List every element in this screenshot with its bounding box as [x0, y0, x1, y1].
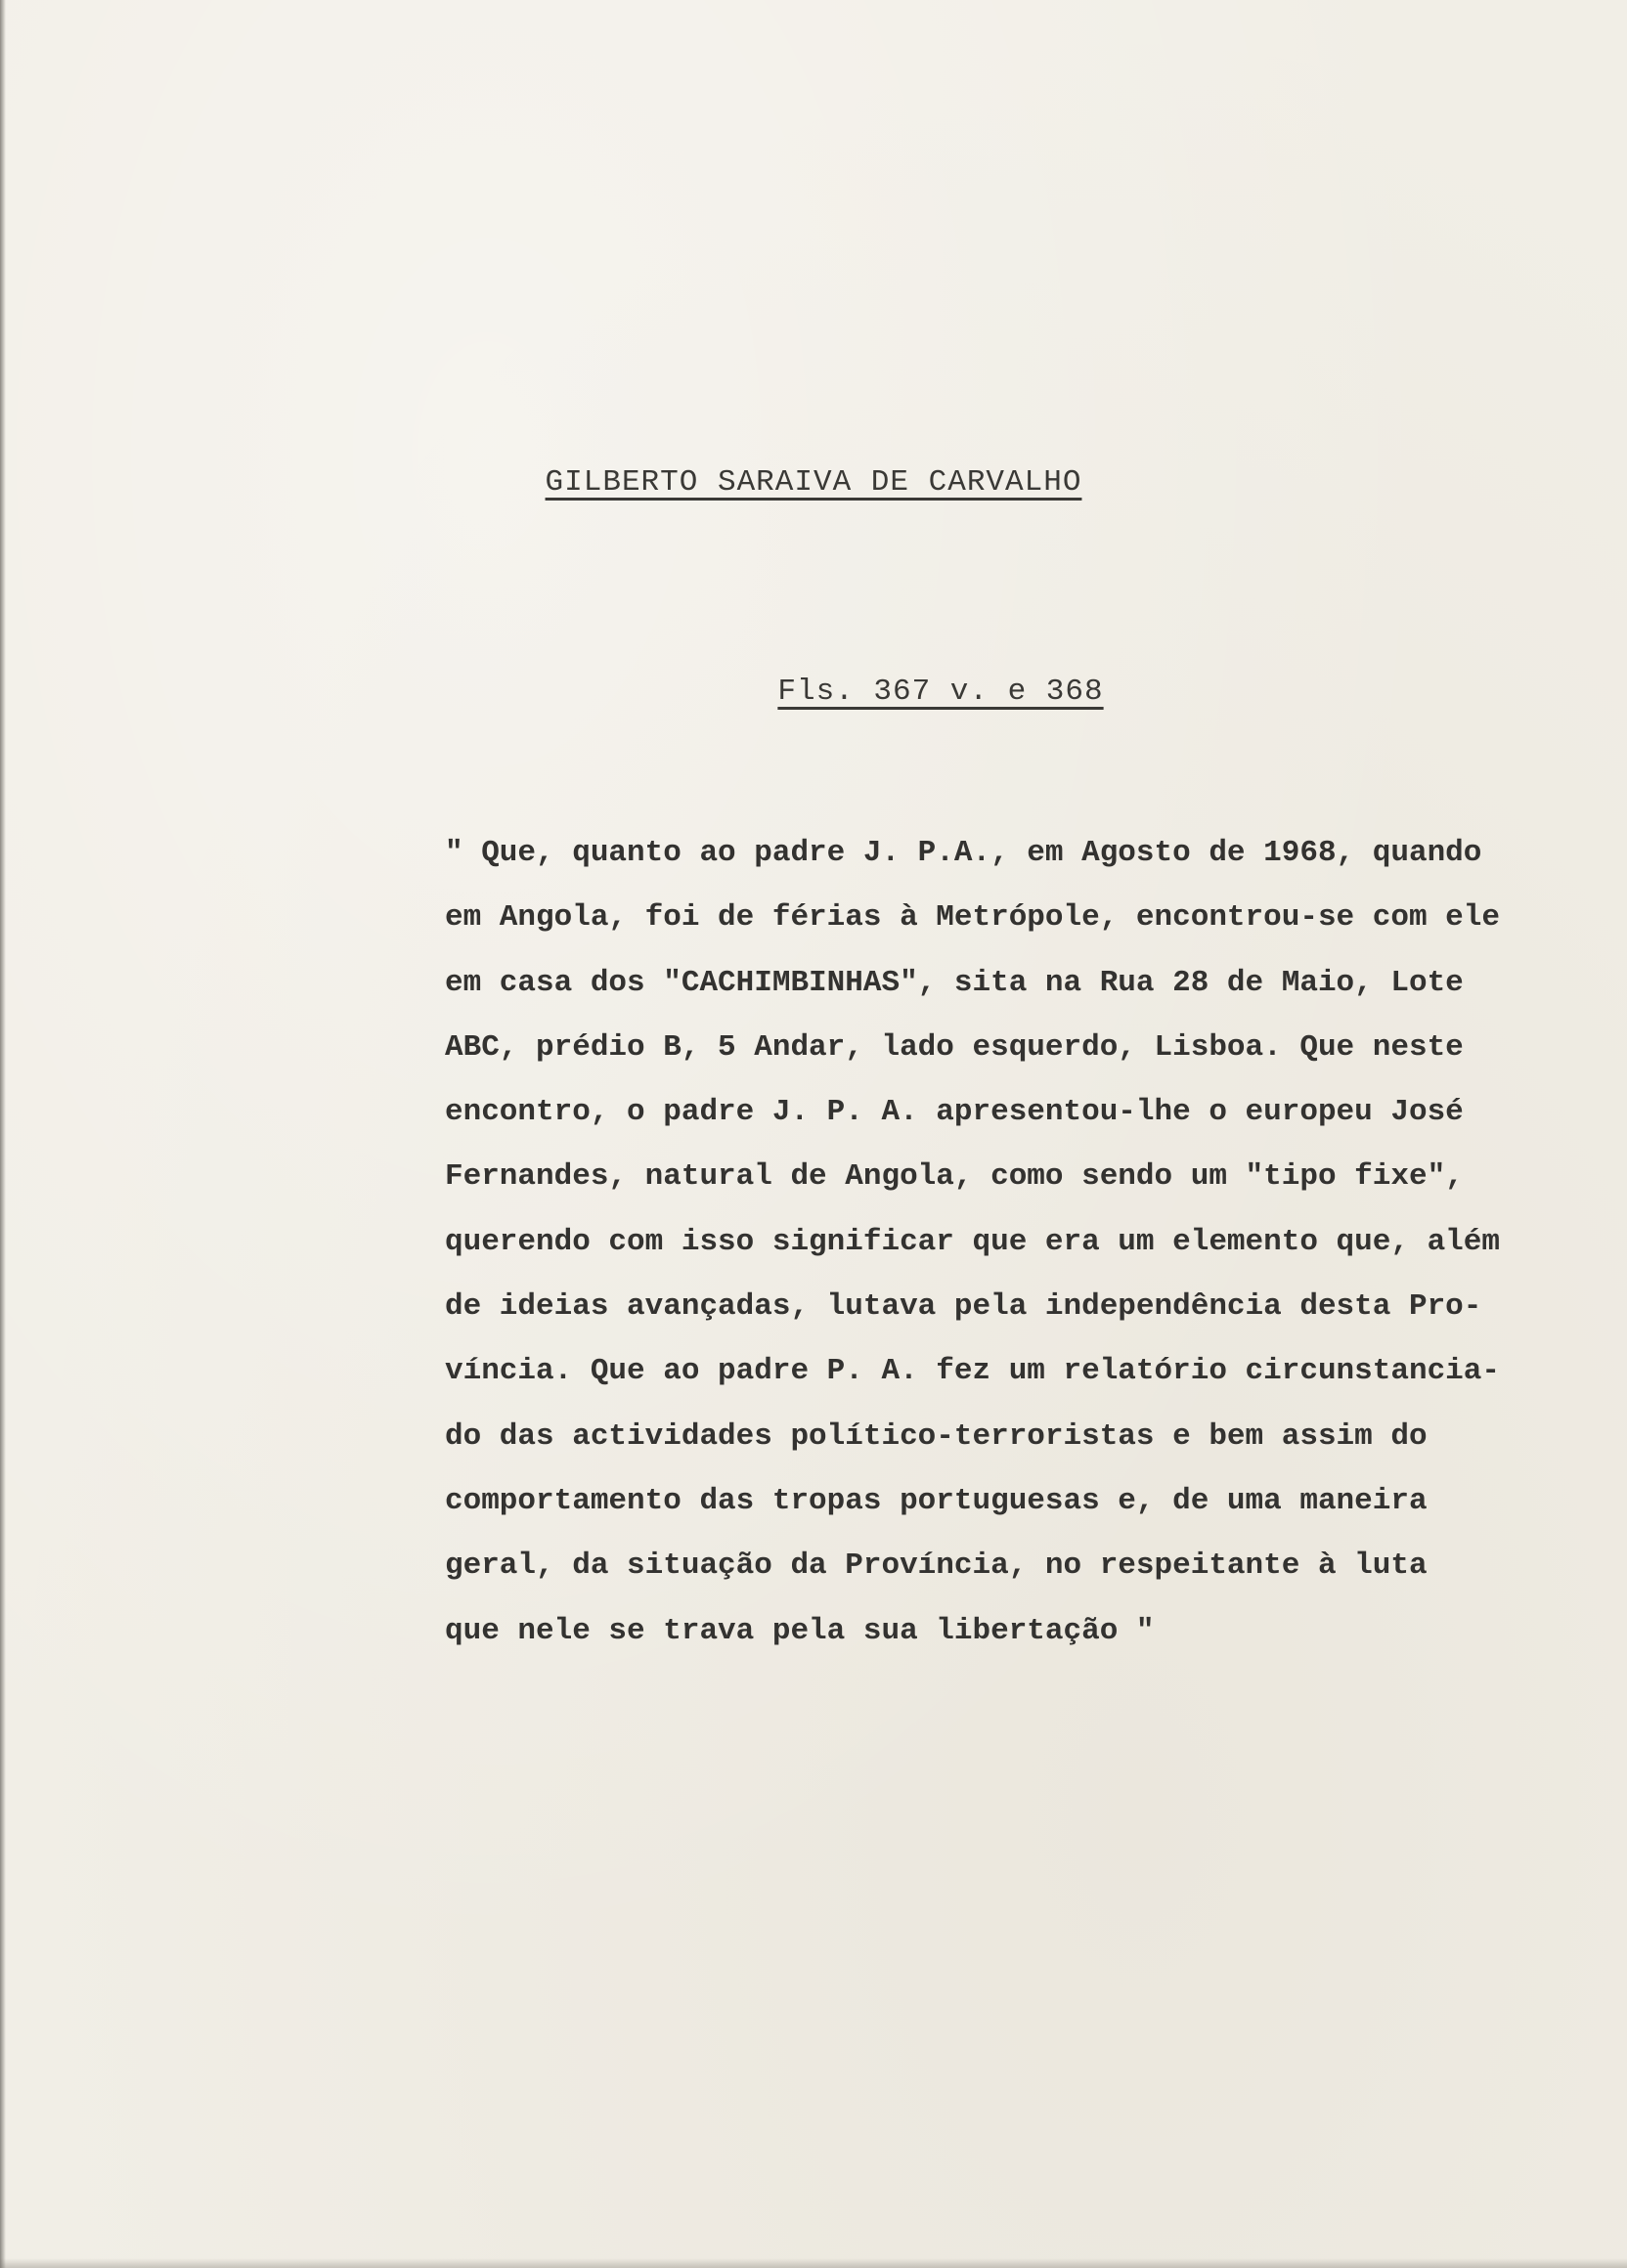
document-title: GILBERTO SARAIVA DE CARVALHO — [545, 465, 1082, 500]
statement-line: " Que, quanto ao padre J. P.A., em Agosto de 1968, quando — [445, 836, 1482, 870]
statement-line: encontro, o padre J. P. A. apresentou-lhe o europeu José — [445, 1095, 1464, 1130]
statement-line: ABC, prédio B, 5 Andar, lado esquerdo, Lisboa. Que neste — [445, 1029, 1464, 1065]
statement-line: comportamento das tropas portuguesas e, de uma maneira — [445, 1483, 1428, 1518]
statement-line: querendo com isso significar que era um elemento que, além — [445, 1224, 1500, 1259]
quoted-statement — [445, 821, 1618, 1664]
folio-reference: Fls. 367 v. e 368 — [777, 675, 1104, 709]
statement-line: víncia. Que ao padre P. A. fez um relatório circunstancia- — [445, 1354, 1500, 1389]
statement-line: de ideias avançadas, lutava pela independência desta Pro- — [445, 1289, 1482, 1325]
page-left-edge-shadow — [0, 0, 6, 2268]
page-bottom-edge-shadow — [0, 2258, 1627, 2268]
statement-line: em Angola, foi de férias à Metrópole, encontrou-se com ele — [445, 900, 1500, 936]
statement-line: que nele se trava pela sua libertação " — [445, 1613, 1155, 1648]
statement-line: geral, da situação da Província, no respeitante à luta — [445, 1548, 1428, 1584]
statement-line: do das actividades político-terroristas e bem assim do — [445, 1418, 1428, 1454]
statement-line: em casa dos "CACHIMBINHAS", sita na Rua 28 de Maio, Lote — [445, 965, 1464, 1000]
statement-line: Fernandes, natural de Angola, como sendo um "tipo fixe", — [445, 1159, 1464, 1195]
